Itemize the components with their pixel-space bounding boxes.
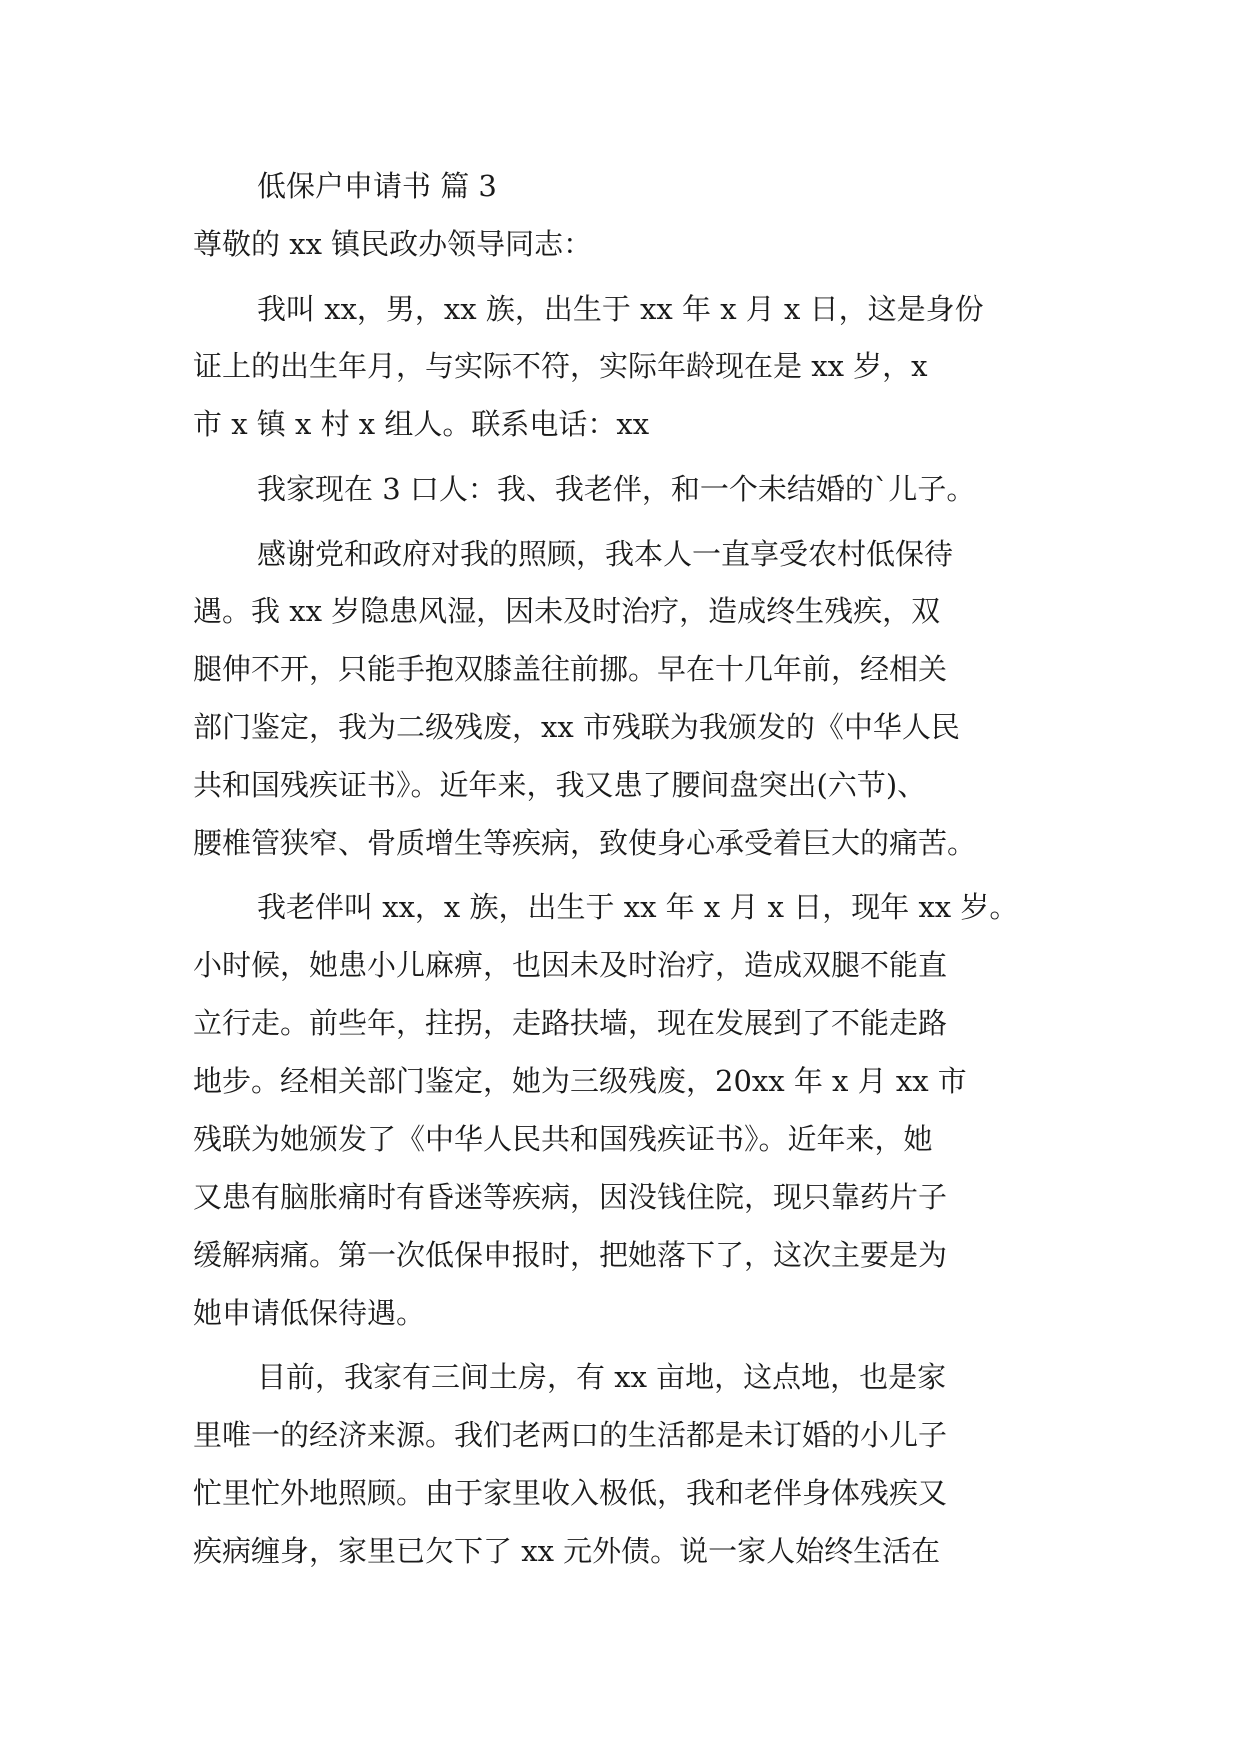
body-line: 证上的出生年月，与实际不符，实际年龄现在是 xx 岁，x [193,349,928,383]
body-line: 我家现在 3 口人：我、我老伴，和一个未结婚的`儿子。 [257,472,976,506]
salutation: 尊敬的 xx 镇民政办领导同志： [193,227,593,261]
body-line: 地步。经相关部门鉴定，她为三级残废，20xx 年 x 月 xx 市 [193,1064,967,1098]
body-line: 腰椎管狭窄、骨质增生等疾病，致使身心承受着巨大的痛苦。 [193,826,977,860]
body-line: 腿伸不开，只能手抱双膝盖往前挪。早在十几年前，经相关 [193,652,948,686]
body-line: 里唯一的经济来源。我们老两口的生活都是未订婚的小儿子 [193,1418,948,1452]
body-line: 疾病缠身，家里已欠下了 xx 元外债。说一家人始终生活在 [193,1534,941,1568]
document-title: 低保户申请书 篇 3 [257,169,497,203]
body-line: 她申请低保待遇。 [193,1296,426,1330]
body-line: 缓解病痛。第一次低保申报时，把她落下了，这次主要是为 [193,1238,948,1272]
body-line: 我老伴叫 xx，x 族，出生于 xx 年 x 月 x 日，现年 xx 岁。 [257,890,1019,924]
body-line: 忙里忙外地照顾。由于家里收入极低，我和老伴身体残疾又 [193,1476,948,1510]
body-line: 小时候，她患小儿麻痹，也因未及时治疗，造成双腿不能直 [193,948,948,982]
body-line: 我叫 xx，男，xx 族，出生于 xx 年 x 月 x 日，这是身份 [257,292,984,326]
body-line: 又患有脑胀痛时有昏迷等疾病，因没钱住院，现只靠药片子 [193,1180,948,1214]
body-line: 感谢党和政府对我的照顾，我本人一直享受农村低保待 [257,537,954,571]
body-line: 共和国残疾证书》。近年来，我又患了腰间盘突出(六节)、 [193,768,927,802]
body-line: 目前，我家有三间土房，有 xx 亩地，这点地，也是家 [257,1360,947,1394]
body-line: 立行走。前些年，拄拐，走路扶墙，现在发展到了不能走路 [193,1006,948,1040]
body-line: 残联为她颁发了《中华人民共和国残疾证书》。近年来，她 [193,1122,933,1156]
body-line: 市 x 镇 x 村 x 组人。联系电话：xx [193,407,650,441]
body-line: 部门鉴定，我为二级残废，xx 市残联为我颁发的《中华人民 [193,710,960,744]
body-line: 遇。我 xx 岁隐患风湿，因未及时治疗，造成终生残疾，双 [193,594,941,628]
